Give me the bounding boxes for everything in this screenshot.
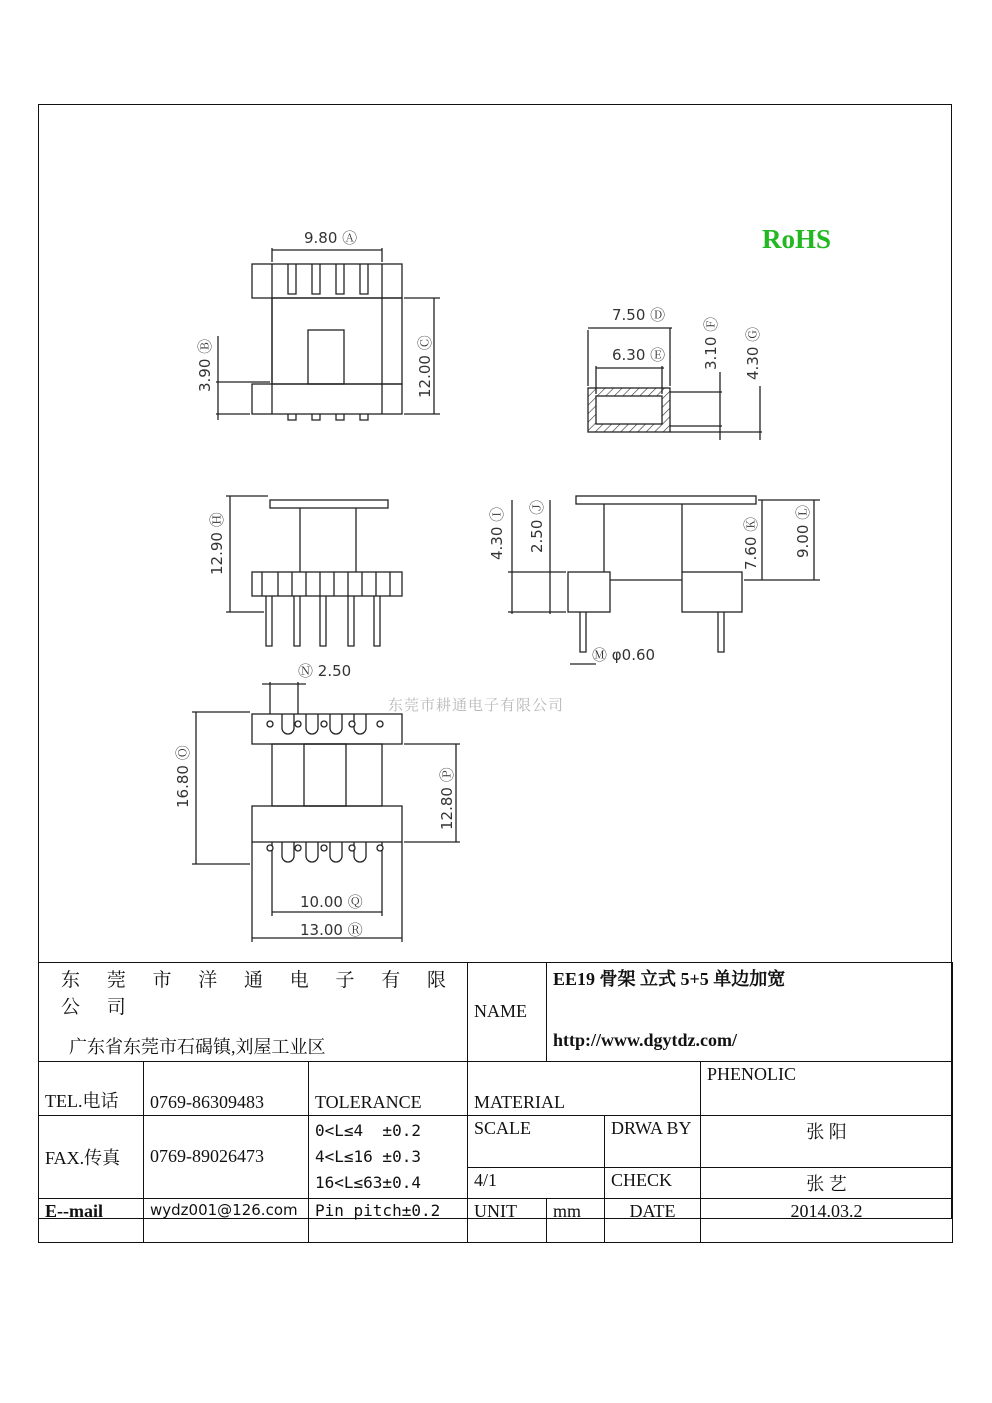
check-value: 张 艺 <box>701 1167 953 1198</box>
scale-label: SCALE <box>468 1115 605 1167</box>
dim-c-label: 12.00 Ⓒ <box>416 335 434 398</box>
name-value: EE19 骨架 立式 5+5 单边加宽 <box>547 963 953 1022</box>
top-view <box>216 248 440 420</box>
dim-o-label: 16.80 Ⓞ <box>174 745 192 808</box>
dim-j-label: 2.50 Ⓙ <box>528 499 546 553</box>
fax-value: 0769-89026473 <box>144 1115 309 1198</box>
date-value: 2014.03.2 <box>701 1198 953 1242</box>
section-view <box>588 328 762 440</box>
dim-l-label: 9.00 Ⓛ <box>794 504 812 558</box>
tolerance-values <box>309 1115 468 1198</box>
scale-value: 4/1 <box>468 1167 605 1198</box>
dim-h-label: 12.90 Ⓗ <box>208 512 226 575</box>
rohs-mark: RoHS <box>762 224 832 254</box>
drawn-value: 张 阳 <box>701 1115 953 1167</box>
dim-f-label: 3.10 Ⓕ <box>702 316 720 370</box>
title-block <box>38 962 953 1243</box>
email-label: E--mail <box>39 1198 144 1242</box>
dim-n-label: Ⓝ 2.50 <box>298 662 352 680</box>
watermark: 东莞市耕通电子有限公司 <box>388 696 565 714</box>
dim-m-label: Ⓜ φ0.60 <box>592 646 656 664</box>
front-view <box>226 496 402 646</box>
dim-g-label: 4.30 Ⓖ <box>744 326 762 380</box>
dim-d-label: 7.50 Ⓓ <box>612 306 666 324</box>
website-url[interactable]: http://www.dgytdz.com/ <box>547 1021 953 1061</box>
date-label: DATE <box>605 1198 701 1242</box>
side-view <box>508 496 820 664</box>
check-label: CHECK <box>605 1167 701 1198</box>
company-name: 东 莞 市 洋 通 电 子 有 限 公 司 <box>39 963 468 1022</box>
pin-pitch-tolerance: Pin pitch±0.2 <box>309 1198 468 1242</box>
dim-q-label: 10.00 Ⓠ <box>300 893 363 911</box>
dim-b-label: 3.90 Ⓑ <box>196 338 214 392</box>
dim-i-label: 4.30 Ⓘ <box>488 506 506 560</box>
company-address: 广东省东莞市石碣镇,刘屋工业区 <box>39 1021 468 1061</box>
drawn-label: DRWA BY <box>605 1115 701 1167</box>
tolerance-label: TOLERANCE <box>309 1061 468 1115</box>
material-label: MATERIAL <box>468 1061 701 1115</box>
dim-e-label: 6.30 Ⓔ <box>612 346 666 364</box>
tolerance-row-1: 0<L≤4 ±0.2 <box>315 1120 421 1140</box>
name-label: NAME <box>468 963 547 1062</box>
dim-a-label: 9.80 Ⓐ <box>304 229 358 247</box>
dim-r-label: 13.00 Ⓡ <box>300 921 363 939</box>
material-value: PHENOLIC <box>701 1061 953 1115</box>
tolerance-row-3: 16<L≤63±0.4 <box>315 1172 421 1192</box>
dim-k-label: 7.60 Ⓚ <box>742 516 760 570</box>
email-value[interactable]: wydz001@126.com <box>144 1198 309 1242</box>
tel-label: TEL.电话 <box>39 1061 144 1115</box>
tel-value: 0769-86309483 <box>144 1061 309 1115</box>
dim-p-label: 12.80 Ⓟ <box>438 767 456 830</box>
fax-label: FAX.传真 <box>39 1115 144 1198</box>
unit-value: mm <box>547 1198 605 1242</box>
unit-label: UNIT <box>468 1198 547 1242</box>
tolerance-row-2: 4<L≤16 ±0.3 <box>315 1146 421 1166</box>
